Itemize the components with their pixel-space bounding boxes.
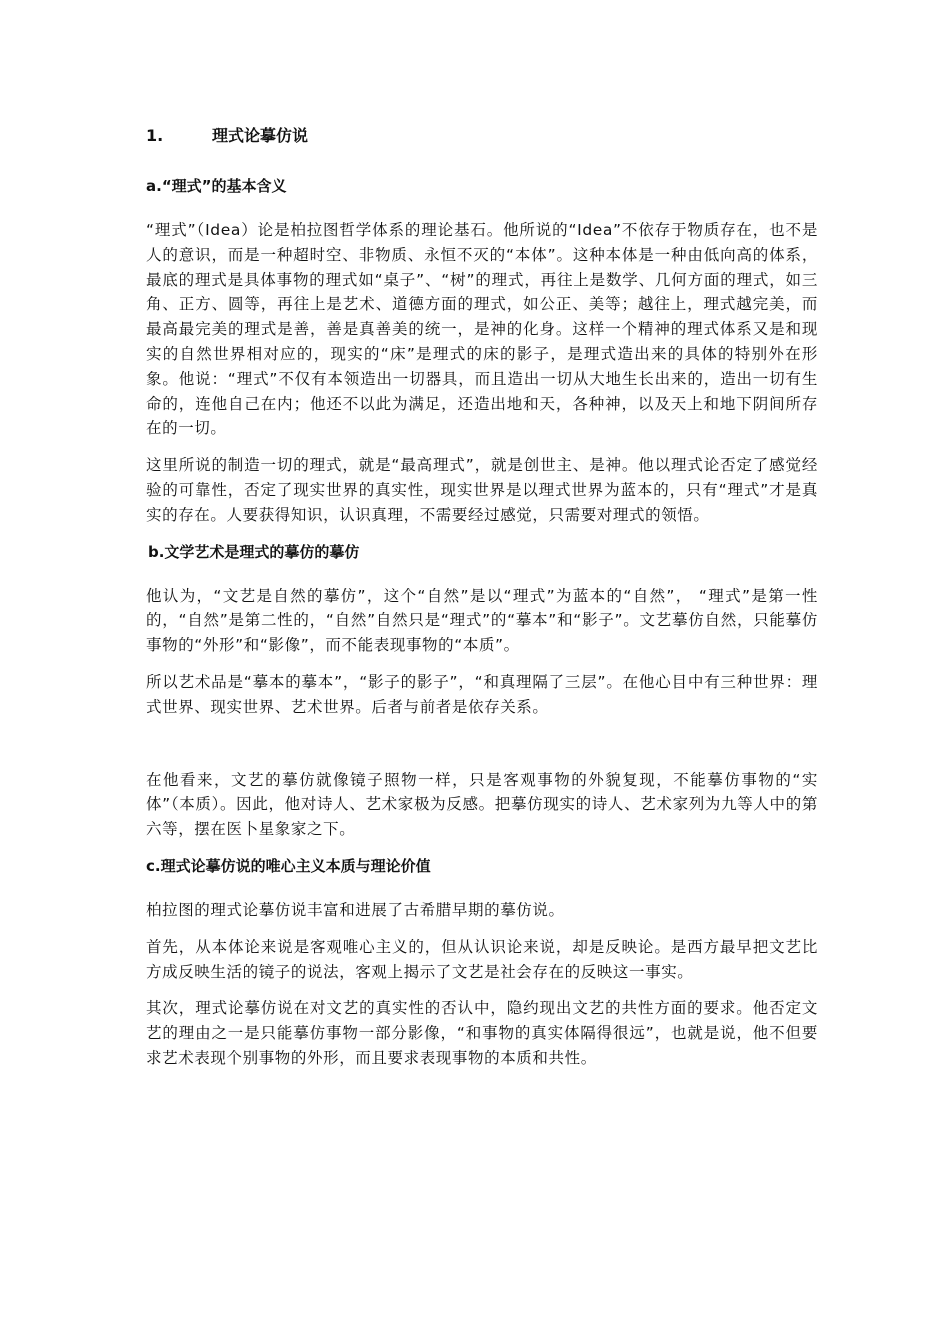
- paragraph-b3: 在他看来，文艺的摹仿就像镜子照物一样，只是客观事物的外貌复现，不能摹仿事物的“实体”（本质）。因此，他对诗人、艺术家极为反感。把摹仿现实的诗人、艺术家列为九等人中的第六等，摆在医卜星象家之下。: [146, 770, 818, 839]
- paragraph-b1: 他认为，“文艺是自然的摹仿”，这个“自然”是以“理式”为蓝本的“自然”， “理式”是第一性的，“自然”是第二性的，“自然”自然只是“理式”的“摹本”和“影子”。文艺摹仿自然，只能摹仿事物的“外形”和“影像”，而不能表现事物的“本质”。: [146, 586, 818, 655]
- paragraph-c1: 柏拉图的理式论摹仿说丰富和进展了古希腊早期的摹仿说。: [146, 900, 565, 919]
- paragraph-c3: 其次，理式论摹仿说在对文艺的真实性的否认中，隐约现出文艺的共性方面的要求。他否定文艺的理由之一是只能摹仿事物一部分影像，“和事物的真实体隔得很远”，也就是说，他不但要求艺术表现个别事物的外形，而且要求表现事物的本质和共性。: [146, 999, 818, 1067]
- subheading-b: b.文学艺术是理式的摹仿的摹仿: [148, 542, 360, 561]
- paragraph-b2: 所以艺术品是“摹本的摹本”，“影子的影子”，“和真理隔了三层”。在他心目中有三种世界：理式世界、现实世界、艺术世界。后者与前者是依存关系。: [146, 672, 818, 716]
- section-title: 理式论摹仿说: [212, 126, 309, 145]
- document-page: [146, 124, 818, 1083]
- paragraph-spacer: [146, 732, 818, 768]
- paragraph-a1: “理式”（Idea）论是柏拉图哲学体系的理论基石。他所说的“Idea”不依存于物质存在，也不是人的意识，而是一种超时空、非物质、永恒不灭的“本体”。这种本体是一种由低向高的体系，最底的理式是具体事物的理式如“桌子”、“树”的理式，再往上是数学、几何方面的理式，如三角、正方、圆等，再往上是艺术、道德方面的理式，如公正、美等；越往上，理式越完美，而最高最完美的理式是善，善是真善美的统一，是神的化身。这样一个精神的理式体系又是和现实的自然世界相对应的，现实的“床”是理式的床的影子，是理式造出来的具体的特别外在形象。他说：“理式”不仅有本领造出一切器具，而且造出一切从大地生长出来的，造出一切有生命的，连他自己在内；他还不以此为满足，还造出地和天，各种神，以及天上和地下阴间所存在的一切。: [146, 221, 818, 438]
- section-heading: [146, 124, 818, 148]
- subheading-c: c.理式论摹仿说的唯心主义本质与理论价值: [146, 856, 431, 875]
- section-number: 1.: [146, 126, 164, 145]
- paragraph-a2: 这里所说的制造一切的理式，就是“最高理式”，就是创世主、是神。他以理式论否定了感觉经验的可靠性，否定了现实世界的真实性，现实世界是以理式世界为蓝本的，只有“理式”才是真实的存在。人要获得知识，认识真理，不需要经过感觉，只需要对理式的领悟。: [146, 456, 818, 524]
- subheading-a: a.“理式”的基本含义: [146, 177, 287, 195]
- paragraph-c2: 首先，从本体论来说是客观唯心主义的，但从认识论来说，却是反映论。是西方最早把文艺比方成反映生活的镜子的说法，客观上揭示了文艺是社会存在的反映这一事实。: [146, 937, 818, 981]
